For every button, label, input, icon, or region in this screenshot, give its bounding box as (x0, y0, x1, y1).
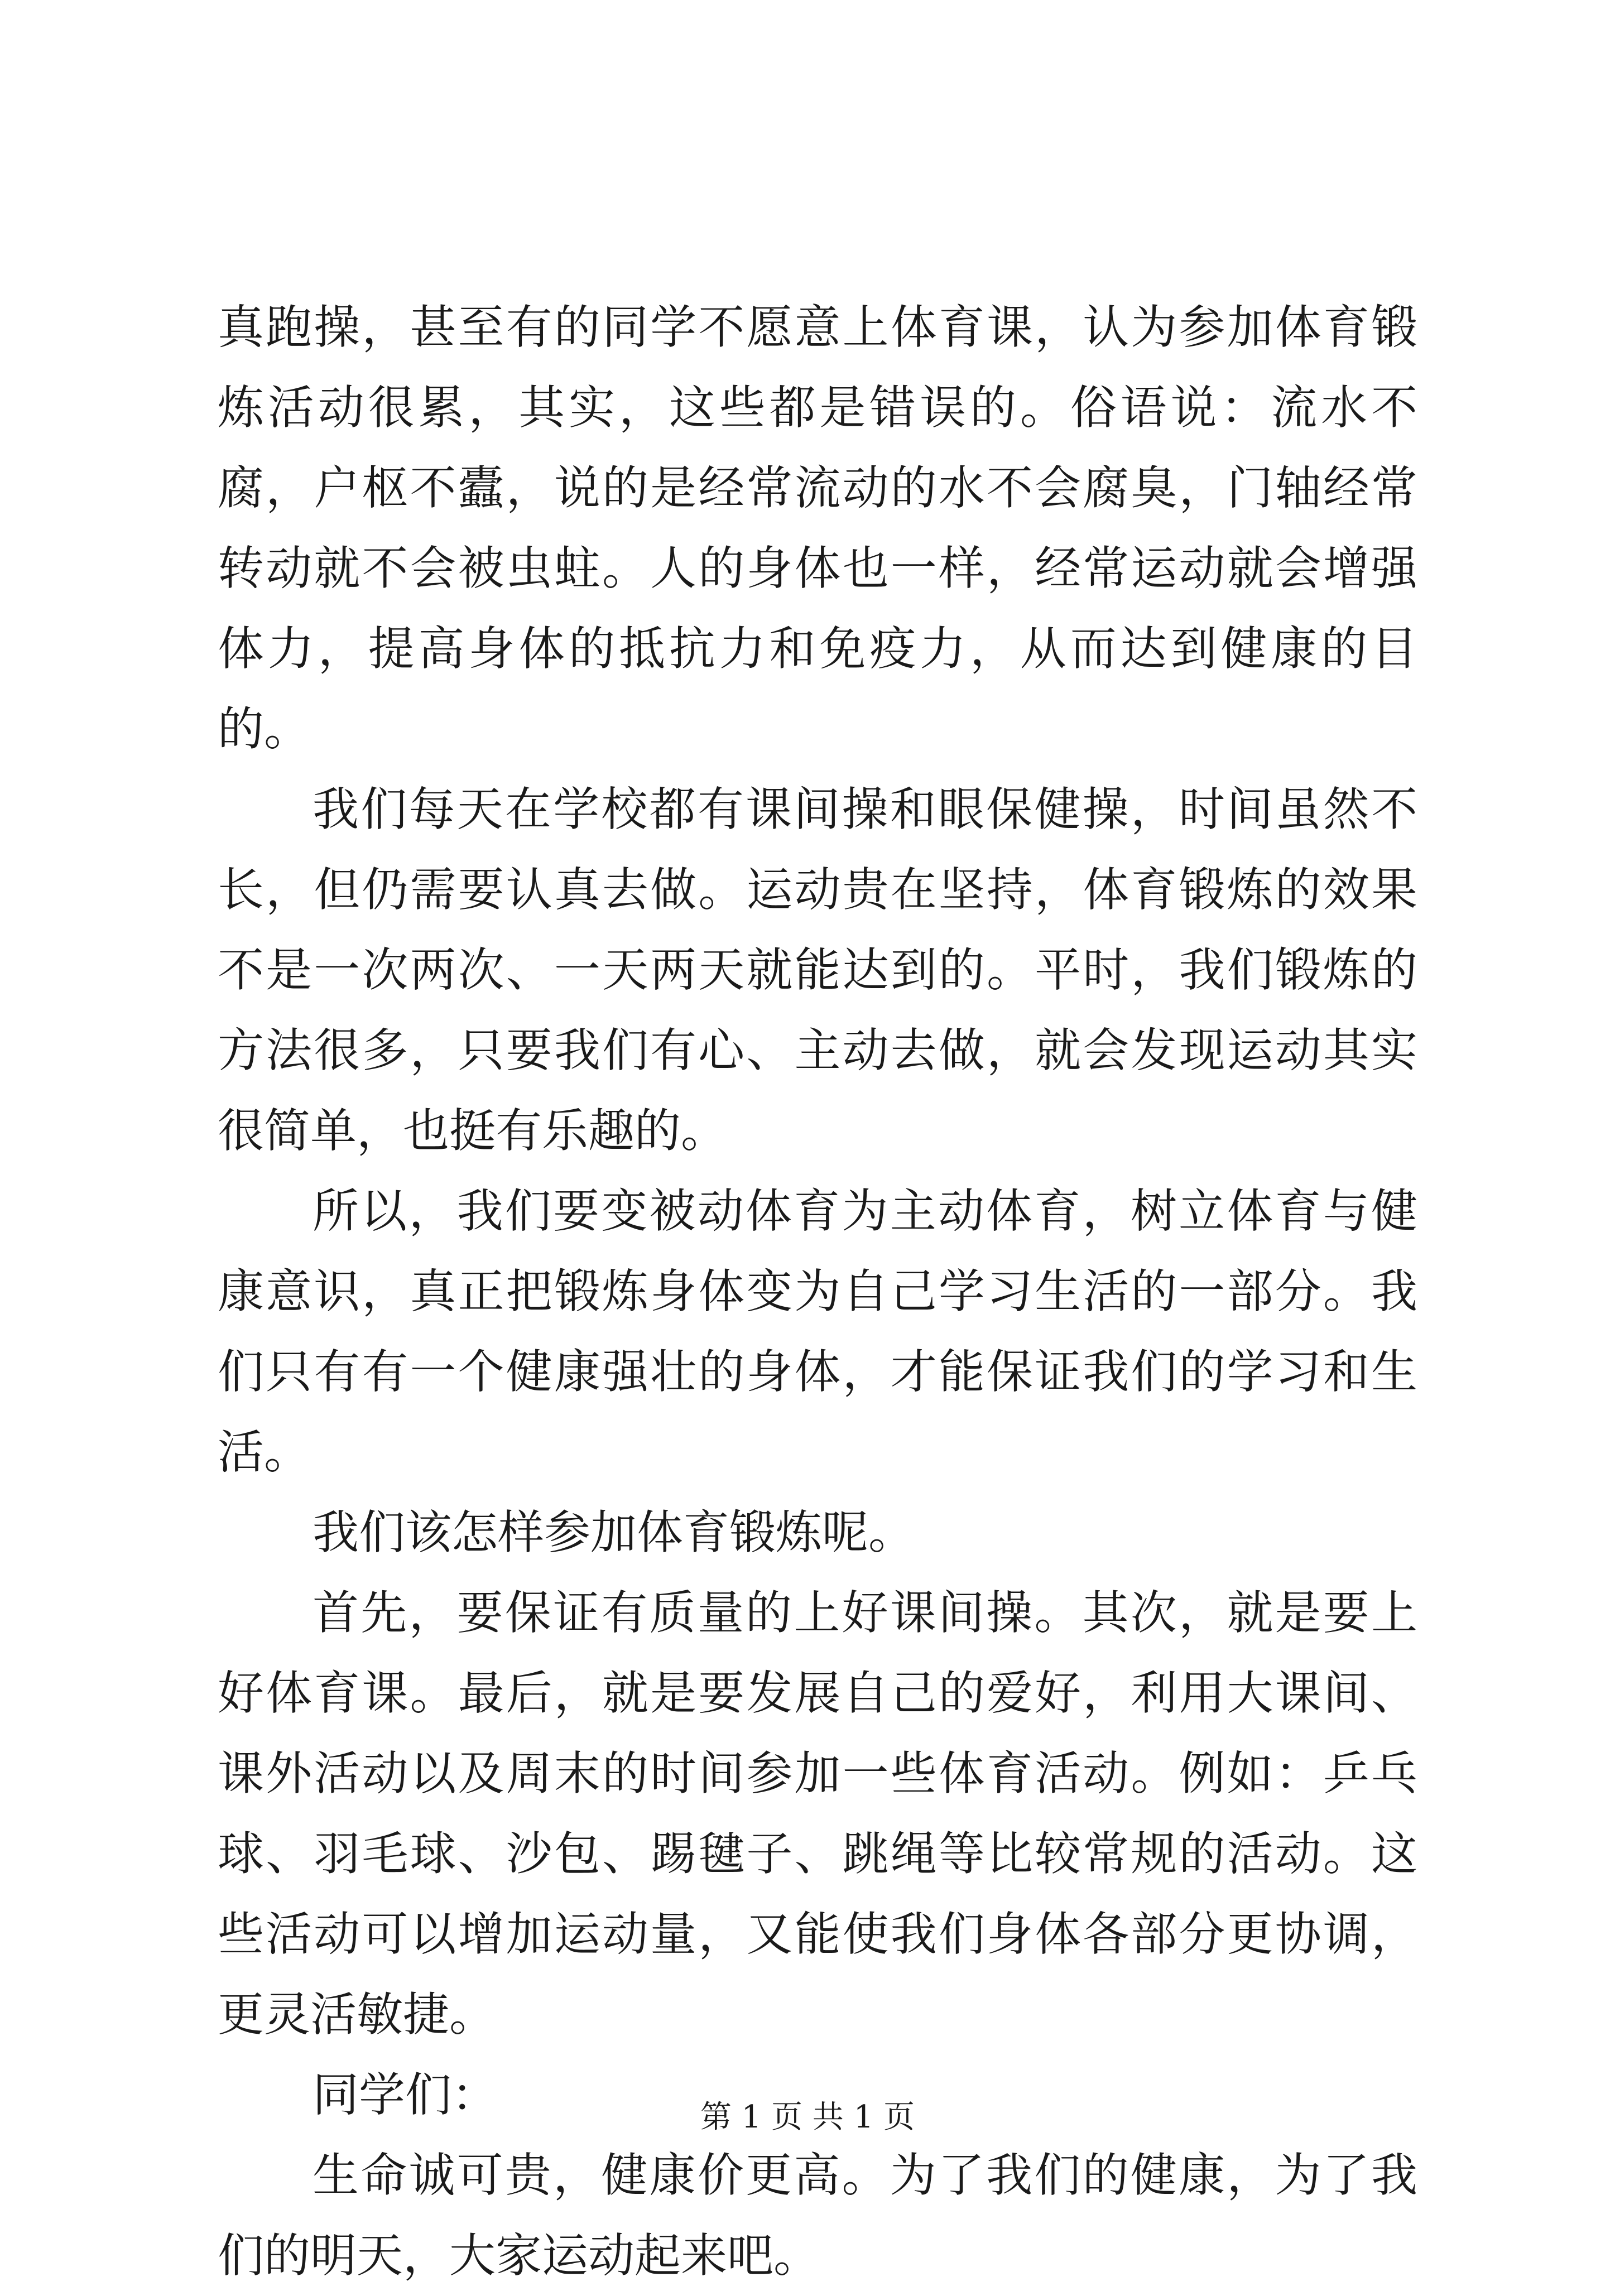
paragraph-3: 所以，我们要变被动体育为主动体育，树立体育与健康意识，真正把锻炼身体变为自己学习生活的一部分。我们只有有一个健康强壮的身体，才能保证我们的学习和生活。 (218, 1184, 1417, 1479)
paragraph-7: 生命诚可贵，健康价更高。为了我们的健康，为了我们的明天，大家运动起来吧。 (218, 2148, 1417, 2283)
paragraph-4: 我们该怎样参加体育锻炼呢。 (313, 1505, 915, 1559)
page-footer: 第 1 页 共 1 页 (700, 2099, 915, 2135)
paragraph-5: 首先，要保证有质量的上好课间操。其次，就是要上好体育课。最后，就是要发展自己的爱好，利用大课间、课外活动以及周末的时间参加一些体育活动。例如：乒乓球、羽毛球、沙包、踢毽子、跳绳等比较常规的活动。这些活动可以增加运动量，又能使我们身体各部分更协调，更灵活敏捷。 (218, 1586, 1417, 2042)
paragraph-6: 同学们： (313, 2068, 498, 2122)
document-body (218, 287, 1417, 2296)
paragraph-2: 我们每天在学校都有课间操和眼保健操，时间虽然不长，但仍需要认真去做。运动贵在坚持，体育锻炼的效果不是一次两次、一天两天就能达到的。平时，我们锻炼的方法很多，只要我们有心、主动去做，就会发现运动其实很简单，也挺有乐趣的。 (218, 782, 1417, 1158)
paragraph-1: 真跑操，甚至有的同学不愿意上体育课，认为参加体育锻炼活动很累，其实，这些都是错误的。俗语说：流水不腐，户枢不蠹，说的是经常流动的水不会腐臭，门轴经常转动就不会被虫蛀。人的身体也一样，经常运动就会增强体力，提高身体的抵抗力和免疫力，从而达到健康的目的。 (218, 300, 1417, 756)
